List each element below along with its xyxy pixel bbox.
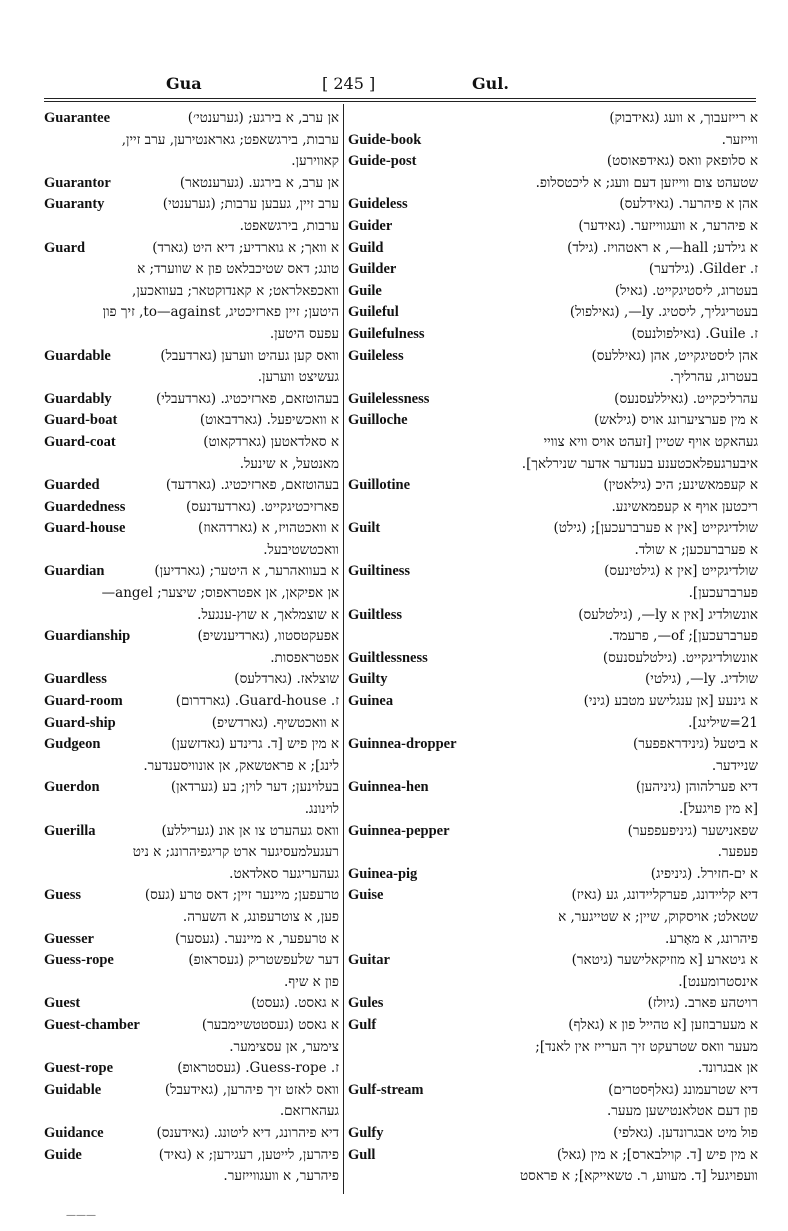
- headword: Guilt: [348, 520, 381, 537]
- definition-text: וואס קען געהיט ווערען (גארדעבל): [160, 347, 339, 364]
- dictionary-entry: [44, 475, 339, 497]
- definition-text: שפאנישער (גיניפעפפער): [627, 822, 758, 839]
- entry-continuation: [348, 432, 758, 454]
- page-header: [0, 72, 788, 98]
- headword: Guinnea-pepper: [348, 822, 450, 839]
- definition-text: טרעפען; מיינער זיין; דאס טרע (געס): [144, 887, 339, 904]
- dictionary-entry: [44, 821, 339, 843]
- definition-text: מאנטעל, א שינעל.: [239, 455, 339, 472]
- entry-continuation: [44, 756, 339, 778]
- dictionary-entry: [44, 497, 339, 519]
- entry-continuation: [348, 756, 758, 778]
- definition-text: פול מיט אבגרונדען. (גאלפי): [613, 1124, 758, 1141]
- definition-text: ז. Guess-rope. (געסטראופ): [177, 1060, 339, 1077]
- headword: Guinnea-hen: [348, 779, 429, 796]
- dictionary-entry: [348, 1123, 758, 1145]
- dictionary-entry: [44, 561, 339, 583]
- headword: Guilefulness: [348, 325, 425, 342]
- running-head-right: Gul.: [472, 74, 509, 93]
- definition-text: צימער, אן עסצימער.: [229, 1038, 339, 1055]
- definition-text: פיהרער, א וועגווייזער.: [223, 1168, 339, 1185]
- dictionary-entry: [44, 950, 339, 972]
- definition-text: א גינעע [אן ענגלישע מטבע (גיני): [583, 693, 758, 710]
- dictionary-entry: [348, 194, 758, 216]
- headword: Guiltlessness: [348, 649, 428, 666]
- definition-text: שולדיגקייט [אין א (גילטינעס): [604, 563, 758, 580]
- headword: Guise: [348, 887, 384, 904]
- dictionary-entry: [44, 346, 339, 368]
- headword: Gules: [348, 995, 384, 1012]
- definition-text: וועפויגעל [ד. מעווע, ר. טשאייקא]; א פראסט: [519, 1168, 758, 1185]
- definition-text: אן ערב, א בירגע; (גערענטי׳): [187, 110, 339, 126]
- headword: Guess: [44, 887, 82, 904]
- dictionary-entry: [348, 518, 758, 540]
- right-column: [348, 108, 758, 1188]
- headword: Guerdon: [44, 779, 100, 796]
- definition-text: לוינונג.: [304, 801, 339, 817]
- entry-continuation: [44, 605, 339, 627]
- definition-text: דער שלעפשטריק (געסראופ): [188, 952, 339, 969]
- headword: Guess-rope: [44, 952, 114, 969]
- definition-text: דיא קליידונג, פערקליידונג, גע (גאיז): [571, 887, 758, 904]
- definition-text: בעטרוג, עהרליך.: [669, 369, 758, 386]
- dictionary-entry: [348, 1145, 758, 1167]
- dictionary-entry: [348, 821, 758, 843]
- headword: Gulf: [348, 1016, 377, 1033]
- headword: Guarded: [44, 477, 100, 494]
- headword: Guileful: [348, 304, 399, 321]
- headword: Guest-chamber: [44, 1016, 140, 1033]
- headword: Guerilla: [44, 822, 96, 839]
- definition-text: א וואכטשיף. (גארדשיפ): [211, 714, 339, 731]
- definition-text: אפטראפסות.: [270, 649, 339, 666]
- definition-text: פען, א צוטרעפונג, א השערה.: [182, 908, 339, 925]
- definition-text: שטאלט; אויסקוק, שיין; א שטייגער, א: [558, 908, 758, 925]
- definition-text: א מין פיש [ד. גרינדע (גאדזשען): [171, 736, 339, 753]
- definition-text: א פערברעכען; א שולד.: [634, 541, 758, 558]
- definition-text: קאווירען.: [291, 153, 339, 170]
- definition-text: שוצלאז. (גארדלעס): [234, 671, 339, 688]
- definition-text: שולדיגקייט [אין א פערברעכען]; (גילט): [553, 520, 758, 537]
- dictionary-entry: [44, 734, 339, 756]
- dictionary-entry: [348, 130, 758, 152]
- dictionary-entry: [44, 929, 339, 951]
- definition-text: א פיהרער, א וועגווייזער. (גאידער): [578, 217, 758, 234]
- headword: Guest: [44, 995, 81, 1012]
- definition-text: א גילדע; hall—, א ראטהויז. (גילד): [567, 239, 758, 256]
- left-column: [44, 108, 339, 1188]
- page-number: [ 245 ]: [322, 74, 376, 93]
- dictionary-entry: [348, 259, 758, 281]
- dictionary-entry: [348, 561, 758, 583]
- headword: Gulf-stream: [348, 1081, 424, 1098]
- definition-text: לינג]; א פראטשאק, אן אונוויסענדער.: [143, 757, 339, 774]
- definition-text: פערברעכען].: [688, 585, 758, 602]
- headword: Guard: [44, 239, 86, 256]
- dictionary-entry: [44, 1123, 339, 1145]
- definition-text: א קעפמאשינע; היכ (גילאטין): [603, 477, 758, 494]
- entry-continuation: [348, 626, 758, 648]
- dictionary-entry: [44, 238, 339, 260]
- entry-continuation: [348, 1166, 758, 1188]
- dictionary-entry: [348, 691, 758, 713]
- dictionary-entry: [348, 389, 758, 411]
- entry-continuation: [44, 216, 339, 238]
- headword: Guinnea-dropper: [348, 736, 457, 753]
- definition-text: אונשולדיג [אין א ly—, (גילטלעס): [578, 606, 758, 623]
- entry-continuation: [44, 907, 339, 929]
- dictionary-entry: [348, 950, 758, 972]
- definition-text: וואס לאזט זיך פיהרען, (גאידעבל): [164, 1081, 339, 1098]
- headword: Guesser: [44, 930, 94, 947]
- headword: Guardless: [44, 671, 107, 688]
- definition-text: 21=שילינג].: [688, 714, 758, 731]
- dictionary-entry: [348, 1015, 758, 1037]
- entry-continuation: [44, 583, 339, 605]
- definition-text: ערבות, בירגשאפט; גאראנטירען, ערב זיין,: [121, 131, 339, 148]
- headword: Guiltiness: [348, 563, 411, 580]
- entry-continuation: [348, 173, 758, 195]
- headword: Gudgeon: [44, 736, 101, 753]
- definition-text: א גיטארע [א מוזיקאלישער (גיטאר): [571, 952, 758, 969]
- entry-continuation: [348, 972, 758, 994]
- headword: Guardian: [44, 563, 105, 580]
- headword: Guardedness: [44, 498, 126, 515]
- definition-text: אהן א פיהרער. (גאידלעס): [619, 196, 758, 213]
- dictionary-entry: [44, 626, 339, 648]
- entry-continuation: [348, 1101, 758, 1123]
- header-rule-thin: [44, 101, 756, 102]
- definition-text: א וואכטהויז, א (גארדהאוז): [198, 520, 339, 537]
- dictionary-entry: [348, 238, 758, 260]
- entry-continuation: [348, 713, 758, 735]
- definition-text: אן אפיקאן, אן אפטראפוס; שיצער; angel—: [101, 585, 339, 602]
- definition-text: אונשולדיגקייט. (גילטלעסנעס): [602, 649, 758, 666]
- dictionary-entry: [44, 777, 339, 799]
- definition-text: טונג; דאס שטיכבלאט פון א שווערד; א: [137, 261, 339, 278]
- definition-text: בעטרוג, ליסטיגקייט. (גאיל): [614, 282, 758, 299]
- definition-text: עפעס היטען.: [269, 325, 339, 342]
- definition-text: וואכפאלראט; א קאנדוקטאר; בעוואכען,: [132, 282, 339, 299]
- entry-continuation: [44, 324, 339, 346]
- dictionary-entry: [44, 1145, 339, 1167]
- headword: Guild: [348, 239, 384, 256]
- dictionary-entry: [348, 151, 758, 173]
- dictionary-entry: [348, 669, 758, 691]
- definition-text: א סלופאק וואס (גאידפאוסט): [606, 153, 758, 170]
- dictionary-entry: [348, 346, 758, 368]
- headword: Guinea: [348, 693, 394, 710]
- dictionary-entry: [348, 302, 758, 324]
- headword: Guideless: [348, 196, 408, 213]
- headword: Guard-house: [44, 520, 126, 537]
- entry-continuation: [44, 367, 339, 389]
- definition-text: א מין פיש [ד. קוילבארס]; א מין (גאל): [556, 1146, 758, 1163]
- headword: Guidable: [44, 1081, 102, 1098]
- definition-text: א שוצמלאך, א שוץ-ענגעל.: [197, 606, 339, 623]
- headword: Guinea-pig: [348, 865, 418, 882]
- headword: Guard-coat: [44, 433, 116, 450]
- dictionary-entry: [348, 864, 758, 886]
- definition-text: [א מין פויגעל].: [679, 801, 758, 817]
- definition-text: מעער וואס שטרעקט זיך הערייז אין לאנד];: [535, 1038, 758, 1055]
- headword: Guide-post: [348, 153, 417, 170]
- headword: Guard-room: [44, 693, 123, 710]
- dictionary-entry: [44, 691, 339, 713]
- definition-text: געשיצט ווערען.: [257, 369, 339, 386]
- entry-continuation: [348, 1037, 758, 1059]
- definition-text: פערברעכען]; of—, פרעמד.: [608, 628, 758, 645]
- entry-continuation: [44, 842, 339, 864]
- entry-continuation: [348, 540, 758, 562]
- definition-text: א מין פערציערונג אויס (גילאש): [593, 412, 758, 429]
- entry-continuation: [44, 1166, 339, 1188]
- headword: Guard-boat: [44, 412, 118, 429]
- dictionary-entry: [348, 410, 758, 432]
- definition-text: דיא פיהרונג, דיא ליטונג. (גאידענס): [156, 1124, 339, 1141]
- definition-text: א בעוואהרער, א היטער; (גארדיען): [154, 563, 339, 580]
- definition-text: ערבות, בירגשאפט.: [239, 217, 339, 234]
- headword: Guilelessness: [348, 390, 430, 407]
- headword: Guillotine: [348, 477, 411, 494]
- dictionary-entry: [348, 324, 758, 346]
- definition-text: א טרעפער, א מיינער. (געסער): [174, 930, 339, 947]
- headword: Guiltless: [348, 606, 402, 623]
- dictionary-entry: [44, 194, 339, 216]
- definition-text: אפעקטסטוו, (גארדיענשיפ): [197, 628, 339, 645]
- headword: Guileless: [348, 347, 404, 364]
- dictionary-entry: [348, 216, 758, 238]
- entry-continuation: [44, 130, 339, 152]
- dictionary-entry: [44, 410, 339, 432]
- definition-text: פיהרען, לייטען, רעגירען; א (גאיד): [158, 1146, 339, 1163]
- definition-text: בעטריגליך, ליסטיג. ly—, (גאילפול): [569, 304, 758, 321]
- dictionary-entry: [44, 518, 339, 540]
- entry-continuation: [348, 583, 758, 605]
- header-rule: [44, 98, 756, 99]
- entry-continuation: [44, 151, 339, 173]
- headword: Guide: [44, 1146, 82, 1163]
- headword: Guile: [348, 282, 382, 299]
- headword: Guarantee: [44, 110, 111, 126]
- definition-text: געהאקט אויף שטיין [זעהט אויס וויא צוויי: [543, 433, 758, 450]
- headword: Guilder: [348, 261, 397, 278]
- headword: Guard-ship: [44, 714, 116, 731]
- definition-text: א מעערבוזען [א טהייל פון א (גאלף): [568, 1016, 758, 1033]
- definition-text: א וואכשיפעל. (גארדבאוט): [199, 412, 339, 429]
- definition-text: ז. Guile. (גאילפולנעס): [631, 325, 758, 342]
- definition-text: בעהוטזאם, פארזיכטיג. (גארדעד): [165, 477, 339, 494]
- definition-text: דיא פערלהוהן (גיניהען): [635, 779, 758, 796]
- dictionary-entry: [44, 389, 339, 411]
- dictionary-entry: [44, 1015, 339, 1037]
- definition-text: א וואך; א גוארדיע; דיא היט (גארד): [152, 239, 339, 256]
- definition-text: א ביטעל (גינידראפפער): [633, 736, 758, 753]
- headword: Guarantor: [44, 174, 111, 191]
- definition-text: געהארזאם.: [279, 1103, 339, 1120]
- entry-continuation: [348, 108, 758, 130]
- definition-text: דיא שטרעמונג (גאלףסטרים): [608, 1081, 758, 1098]
- definition-text: ז. Gilder. (גילדער): [648, 261, 758, 278]
- dictionary-entry: [44, 1058, 339, 1080]
- definition-text: געהעריגער סאלדאט.: [229, 865, 339, 882]
- headword: Gull: [348, 1146, 376, 1163]
- headword: Guilloche: [348, 412, 408, 429]
- definition-text: עהרליכקייט. (גאיללעסנעס): [614, 390, 758, 407]
- column-divider: [343, 104, 344, 1194]
- entry-continuation: [348, 367, 758, 389]
- definition-text: בעהוטזאם, פארזיכטיג. (גארדעבלי): [155, 390, 339, 407]
- definition-text: א גאסט (געסטטשיימבער): [201, 1016, 339, 1033]
- definition-text: א ים-חזירל. (גיניפיג): [650, 865, 758, 882]
- entry-continuation: [348, 1058, 758, 1080]
- entry-continuation: [44, 454, 339, 476]
- entry-continuation: [44, 540, 339, 562]
- headword: Guilty: [348, 671, 388, 688]
- footer-mark: ———: [66, 1210, 96, 1221]
- definition-text: רויטהע פארב. (גיולז): [647, 995, 758, 1012]
- definition-text: היטען; זיין פארזיכטיג, to—against, זיך פון: [102, 304, 339, 321]
- entry-continuation: [44, 972, 339, 994]
- entry-continuation: [44, 259, 339, 281]
- dictionary-entry: [44, 108, 339, 130]
- dictionary-entry: [348, 605, 758, 627]
- dictionary-entry: [44, 669, 339, 691]
- dictionary-entry: [348, 885, 758, 907]
- definition-text: אן ערב, א בירגע. (גערענטאר): [179, 174, 339, 191]
- definition-text: אן אבגרונד.: [697, 1060, 758, 1077]
- dictionary-entry: [348, 281, 758, 303]
- entry-continuation: [348, 454, 758, 476]
- headword: Guitar: [348, 952, 390, 969]
- definition-text: ווייזער.: [721, 131, 758, 148]
- dictionary-entry: [348, 777, 758, 799]
- entry-continuation: [44, 302, 339, 324]
- entry-continuation: [348, 929, 758, 951]
- headword: Guardianship: [44, 628, 131, 645]
- definition-text: פארזיכטיגקייט. (גארדעדנעס): [186, 498, 339, 515]
- entry-continuation: [44, 1101, 339, 1123]
- definition-text: רעגעלמעסיגער ארט קריגפיהרונג; א ניט: [132, 844, 339, 861]
- dictionary-entry: [44, 432, 339, 454]
- dictionary-entry: [348, 734, 758, 756]
- entry-continuation: [348, 497, 758, 519]
- dictionary-entry: [44, 1080, 339, 1102]
- headword: Gulfy: [348, 1124, 384, 1141]
- dictionary-entry: [348, 475, 758, 497]
- dictionary-entry: [348, 648, 758, 670]
- definition-text: א רייזעבוך, א וועג (גאידבוק): [609, 110, 758, 126]
- definition-text: איבערגעפלאכטענע בענדער אדער שנירלאך].: [521, 455, 758, 472]
- definition-text: א סאלדאטען (גארדקאוט): [203, 433, 339, 450]
- entry-continuation: [44, 864, 339, 886]
- entry-continuation: [348, 907, 758, 929]
- definition-text: ז. Guard-house. (גארדרום): [175, 693, 339, 710]
- headword: Guider: [348, 217, 393, 234]
- running-head-left: Gua: [166, 74, 202, 93]
- definition-text: פון א שיף.: [283, 973, 339, 990]
- definition-text: בעלוינען; דער לוין; בע (גערדאן): [170, 779, 339, 796]
- entry-continuation: [348, 842, 758, 864]
- entry-continuation: [44, 1037, 339, 1059]
- dictionary-entry: [44, 885, 339, 907]
- dictionary-entry: [348, 993, 758, 1015]
- definition-text: א גאסט. (געסט): [251, 995, 339, 1012]
- definition-text: וואס געהערט צו אן אונ (געריללע): [161, 822, 339, 839]
- headword: Guaranty: [44, 196, 105, 213]
- headword: Guest-rope: [44, 1060, 114, 1077]
- headword: Guidance: [44, 1124, 104, 1141]
- definition-text: ערב זיין, געבען ערבות; (גערענטי): [162, 196, 339, 213]
- dictionary-entry: [348, 1080, 758, 1102]
- definition-text: שולדיג. ly—, (גילטי): [645, 671, 758, 688]
- definition-text: אהן ליסטיגקייט, אהן (גאיללעס): [591, 347, 758, 364]
- entry-continuation: [348, 799, 758, 821]
- definition-text: אינסטרומענט].: [678, 973, 758, 990]
- headword: Guardable: [44, 347, 111, 364]
- definition-text: פון דעם אטלאנטישען מעער.: [607, 1103, 758, 1120]
- dictionary-entry: [44, 173, 339, 195]
- definition-text: פעפער.: [717, 844, 758, 861]
- dictionary-entry: [44, 713, 339, 735]
- entry-continuation: [44, 281, 339, 303]
- entry-continuation: [44, 799, 339, 821]
- headword: Guardably: [44, 390, 112, 407]
- entry-continuation: [44, 648, 339, 670]
- headword: Guide-book: [348, 131, 422, 148]
- definition-text: ריכטען אויף א קעפמאשינע.: [611, 498, 758, 515]
- definition-text: שטעהט צום ווייזען דעם וועג; א ליכטסלופ.: [535, 174, 758, 191]
- dictionary-entry: [44, 993, 339, 1015]
- definition-text: שניידער.: [711, 757, 758, 774]
- definition-text: פיהרונג, א מאָרע.: [665, 930, 758, 947]
- definition-text: וואכטשטיבעל.: [263, 541, 339, 558]
